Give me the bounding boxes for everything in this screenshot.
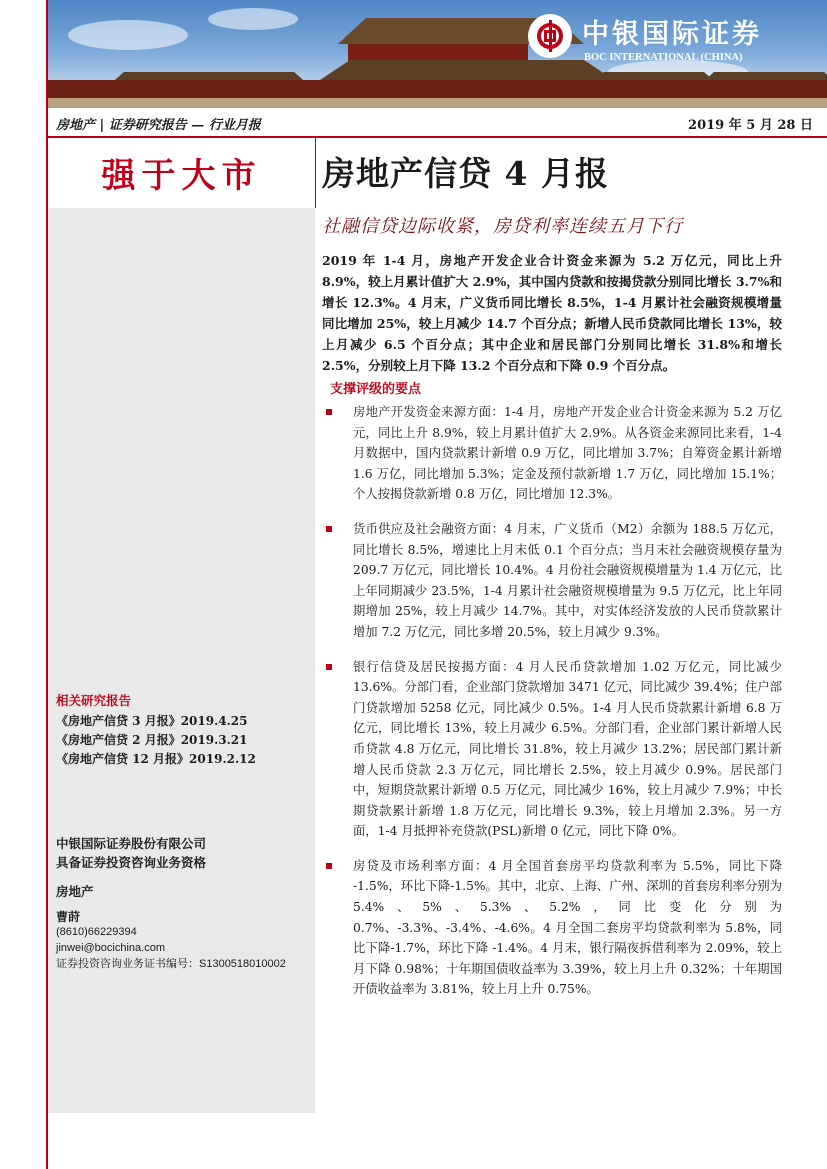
key-point-item (322, 402, 782, 505)
key-point-item (322, 657, 782, 842)
key-point-text: 银行信贷及居民按揭方面：4 月人民币贷款增加 1.02 万亿元，同比减少 13.6%。分部门看，企业部门贷款增加 3471 亿元，同比减少 39.4%；住户部门贷款增加 5258 亿元，同比减少 0.5%。1-4 月人民币贷款累计新增 6.8 万亿元，同比增长 13%，较上月减少 6.5%。分部门看，企业部门累计新增人民币贷款 4.8 万亿元，同比增长 31.8%，较上月减少 13.2%；居民部门累计新增人民币贷款 2.3 万亿元，同比增长 2.5%，较上月减少 0.9%。居民部门中，短期贷款累计新增 0.5 万亿元，同比减少 16%，较上月减少 7.9%；中长期贷款累计新增 1.8 万亿元，同比增长 9.3%，较上月增加 2.3%。另一方面，1-4 月抵押补充贷款(PSL)新增 0 亿元，同比下降 0%。 (353, 659, 782, 839)
logo-cn-text: 中银国际证券 (582, 19, 762, 50)
analyst-email: jinwei@bocichina.com (56, 942, 165, 954)
report-subtitle: 社融信贷边际收紧，房贷利率连续五月下行 (322, 216, 683, 237)
key-point-text: 货币供应及社会融资方面：4 月末，广义货币（M2）余额为 188.5 万亿元，同比增长 8.5%，增速比上月末低 0.1 个百分点；当月末社会融资规模存量为 209.7 万亿元，同比增长 10.4%。4 月份社会融资规模增量为 1.4 万亿元，比上年同期减少 23.5%，1-4 月累计社会融资规模增量为 9.5 万亿元，比上年同期增加 25%，较上月减少 14.7%。其中，对实体经济发放的人民币贷款累计增加 7.2 万亿元，同比多增 20.5%，较上月减少 9.3%。 (353, 521, 782, 639)
key-point-text: 房地产开发资金来源方面：1-4 月，房地产开发企业合计资金来源为 5.2 万亿元，同比上升 8.9%，较上月累计值扩大 2.9%。从各资金来源同比来看，1-4 月数据中，国内贷款累计新增 0.9 万亿，同比增加 3.7%；自筹资金累计新增 1.6 万亿，同比增加 5.3%；定金及预付款新增 1.7 万亿，同比增加 15.1%；个人按揭贷款新增 0.8 万亿，同比增加 12.3%。 (353, 405, 782, 502)
sector-label: 房地产 (56, 884, 94, 899)
bullet-square-icon (326, 664, 332, 670)
key-points-list (322, 402, 782, 1014)
key-point-text: 房贷及市场利率方面：4 月全国首套房平均贷款利率为 5.5%，同比下降 -1.5%，环比下降-1.5%。其中，北京、上海、广州、深圳的首套房利率分别为 5.4%、5%、5.3%、5.2%，同比变化分别为 0.7%、-3.3%、-3.4%、-4.6%。4 月全国二套房平均贷款利率为 5.8%，同比下降-1.7%，环比下降 -1.4%。4 月末，银行隔夜拆借利率为 2.09%，较上月下降 0.98%；十年期国债收益率为 3.39%，较上月上升 0.32%；十年期国开债收益率为 3.81%，较上月上升 0.75%。 (353, 858, 782, 997)
bullet-square-icon (326, 409, 332, 415)
related-report-item: 《房地产信贷 3 月报》2019.4.25 (56, 714, 248, 728)
report-date: 2019 年 5 月 28 日 (688, 118, 813, 133)
summary-paragraph: 2019 年 1-4 月，房地产开发企业合计资金来源为 5.2 万亿元，同比上升 8.9%，较上月累计值扩大 2.9%，其中国内贷款和按揭贷款分别同比增长 3.7%和增长 12.3%。4 月末，广义货币同比增长 8.5%，1-4 月累计社会融资规模增量同比增加 25%，较上月减少 14.7 个百分点；新增人民币贷款同比增长 13%，较上月减少 6.5 个百分点；其中企业和居民部门分别同比增长 31.8%和增长 2.5%，分别较上月下降 13.2 个百分点和下降 0.9 个百分点。 (322, 253, 782, 373)
key-point-item (322, 519, 782, 643)
left-margin (0, 0, 46, 1169)
key-points-title: 支撑评级的要点 (330, 382, 422, 397)
related-report-item: 《房地产信贷 12 月报》2019.2.12 (56, 752, 256, 766)
left-sidebar (48, 138, 315, 1113)
company-name: 中银国际证券股份有限公司 (56, 836, 207, 851)
rating-box (48, 138, 316, 208)
related-report-item: 《房地产信贷 2 月报》2019.3.21 (56, 733, 248, 747)
company-qualification: 具备证券投资咨询业务资格 (56, 855, 207, 870)
company-info (56, 834, 206, 872)
related-reports-list (56, 712, 256, 769)
rating: 强于大市 (101, 156, 262, 196)
header-banner (48, 0, 827, 108)
bullet-square-icon (326, 863, 332, 869)
report-type: 房地产 | 证券研究报告 — 行业月报 (56, 118, 261, 133)
report-title: 房地产信贷 4 月报 (322, 154, 609, 193)
key-point-item (322, 856, 782, 1000)
analyst-license: 证券投资咨询业务证书编号：S1300518010002 (56, 958, 286, 970)
report-header-strip (48, 108, 827, 138)
boc-emblem-icon (528, 14, 572, 58)
boc-logo (528, 10, 813, 72)
logo-en-text: BOC INTERNATIONAL (CHINA) (584, 52, 743, 63)
analyst-phone: (8610)66229394 (56, 926, 137, 938)
related-reports-title: 相关研究报告 (56, 693, 132, 708)
bullet-square-icon (326, 526, 332, 532)
analyst-name: 曹莳 (56, 910, 81, 924)
analyst-contact (56, 924, 286, 972)
